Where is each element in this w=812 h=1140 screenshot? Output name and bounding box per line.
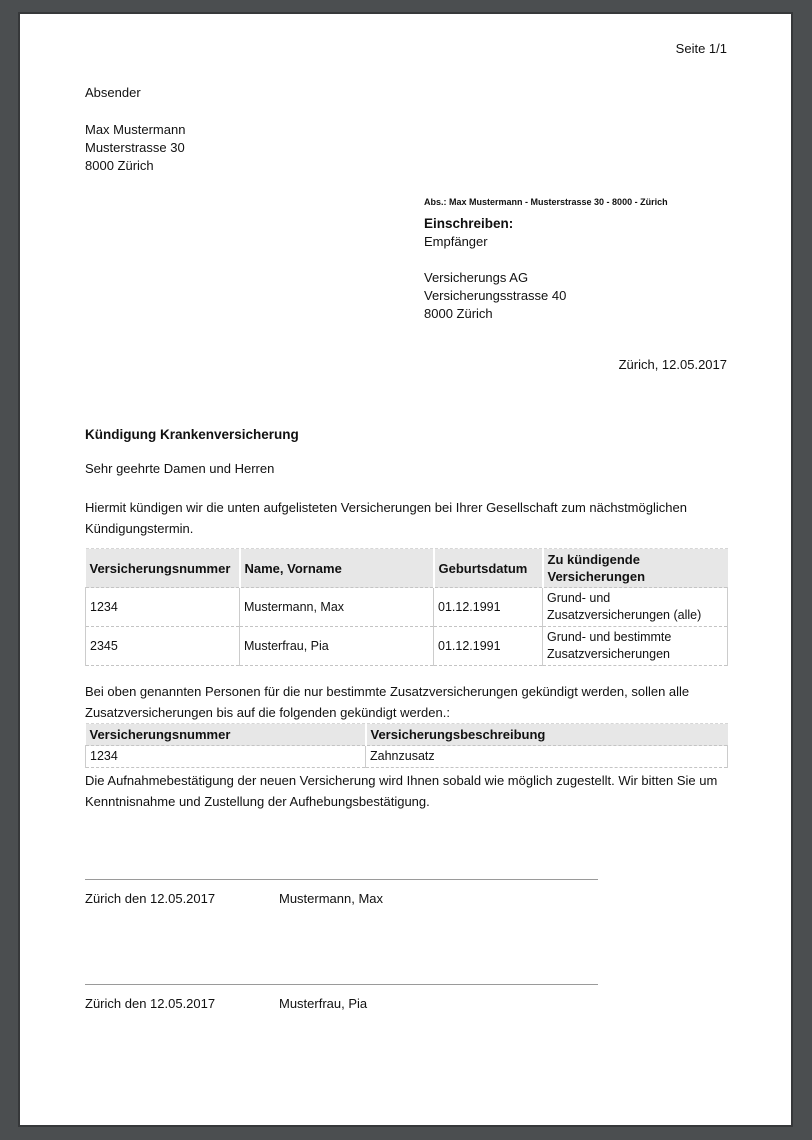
col-header-versicherungsbeschreibung: Versicherungsbeschreibung — [366, 724, 728, 746]
cell-policy-description: Zahnzusatz — [366, 746, 728, 768]
cell-birthdate: 01.12.1991 — [434, 588, 543, 627]
signature-name: Mustermann, Max — [279, 891, 384, 906]
cell-name: Mustermann, Max — [240, 588, 434, 627]
intro-paragraph: Hiermit kündigen wir die unten aufgelisteten Versicherungen bei Ihrer Gesellschaft zum nächstmöglichen Kündigungstermin. — [85, 500, 687, 536]
table-row — [86, 627, 728, 666]
recipient-label: Empfänger — [424, 234, 488, 249]
letter-page — [18, 12, 793, 1127]
col-header-versicherungsnummer: Versicherungsnummer — [86, 724, 366, 746]
signature-block-1 — [85, 879, 598, 907]
cell-policy-number: 1234 — [86, 746, 366, 768]
sender-address — [85, 121, 727, 175]
registered-mail-label: Einschreiben: — [424, 216, 514, 231]
insurance-table-header-row — [86, 549, 728, 588]
sender-city: 8000 Zürich — [85, 158, 154, 173]
col-header-versicherungsnummer: Versicherungsnummer — [86, 549, 240, 588]
signature-row — [85, 891, 598, 907]
cell-birthdate: 01.12.1991 — [434, 627, 543, 666]
sender-name: Max Mustermann — [85, 122, 186, 137]
salutation: Sehr geehrte Damen und Herren — [85, 461, 275, 476]
signature-line — [85, 879, 598, 880]
cell-policy-number: 2345 — [86, 627, 240, 666]
page-number: Seite 1/1 — [675, 41, 727, 56]
subject-line: Kündigung Krankenversicherung — [85, 427, 299, 442]
col-header-geburtsdatum: Geburtsdatum — [434, 549, 543, 588]
exception-table — [85, 723, 728, 768]
col-header-zu-kuendigende: Zu kündigende Versicherungen — [543, 549, 728, 588]
signature-row — [85, 996, 598, 1012]
signature-name: Musterfrau, Pia — [279, 996, 368, 1011]
recipient-address — [424, 269, 727, 323]
sender-label: Absender — [85, 85, 141, 100]
cell-cancellation-scope: Grund- und bestimmte Zusatzversicherungen — [543, 627, 728, 666]
signature-place-date: Zürich den 12.05.2017 — [85, 996, 216, 1011]
cell-policy-number: 1234 — [86, 588, 240, 627]
recipient-city: 8000 Zürich — [424, 306, 493, 321]
recipient-block — [424, 197, 727, 323]
signature-place-date: Zürich den 12.05.2017 — [85, 891, 216, 906]
signature-block-2 — [85, 984, 598, 1012]
cell-cancellation-scope: Grund- und Zusatzversicherungen (alle) — [543, 588, 728, 627]
recipient-street: Versicherungsstrasse 40 — [424, 288, 567, 303]
signature-line — [85, 984, 598, 985]
table-row — [86, 746, 728, 768]
place-date-line: Zürich, 12.05.2017 — [618, 357, 727, 372]
sender-street: Musterstrasse 30 — [85, 140, 185, 155]
return-address-line: Abs.: Max Mustermann - Musterstrasse 30 - 8000 - Zürich — [424, 197, 668, 207]
table-row — [86, 588, 728, 627]
exception-table-header-row — [86, 724, 728, 746]
closing-paragraph: Die Aufnahmebestätigung der neuen Versicherung wird Ihnen sobald wie möglich zugestellt. Wir bitten Sie um Kenntnisnahme und Zustellung der Aufhebungsbestätigung. — [85, 773, 718, 809]
col-header-name-vorname: Name, Vorname — [240, 549, 434, 588]
exception-paragraph: Bei oben genannten Personen für die nur bestimmte Zusatzversicherungen gekündigt werden, sollen alle Zusatzversicherungen bis auf die folgenden gekündigt werden.: — [85, 684, 690, 720]
recipient-company: Versicherungs AG — [424, 270, 529, 285]
insurance-table — [85, 548, 728, 666]
cell-name: Musterfrau, Pia — [240, 627, 434, 666]
